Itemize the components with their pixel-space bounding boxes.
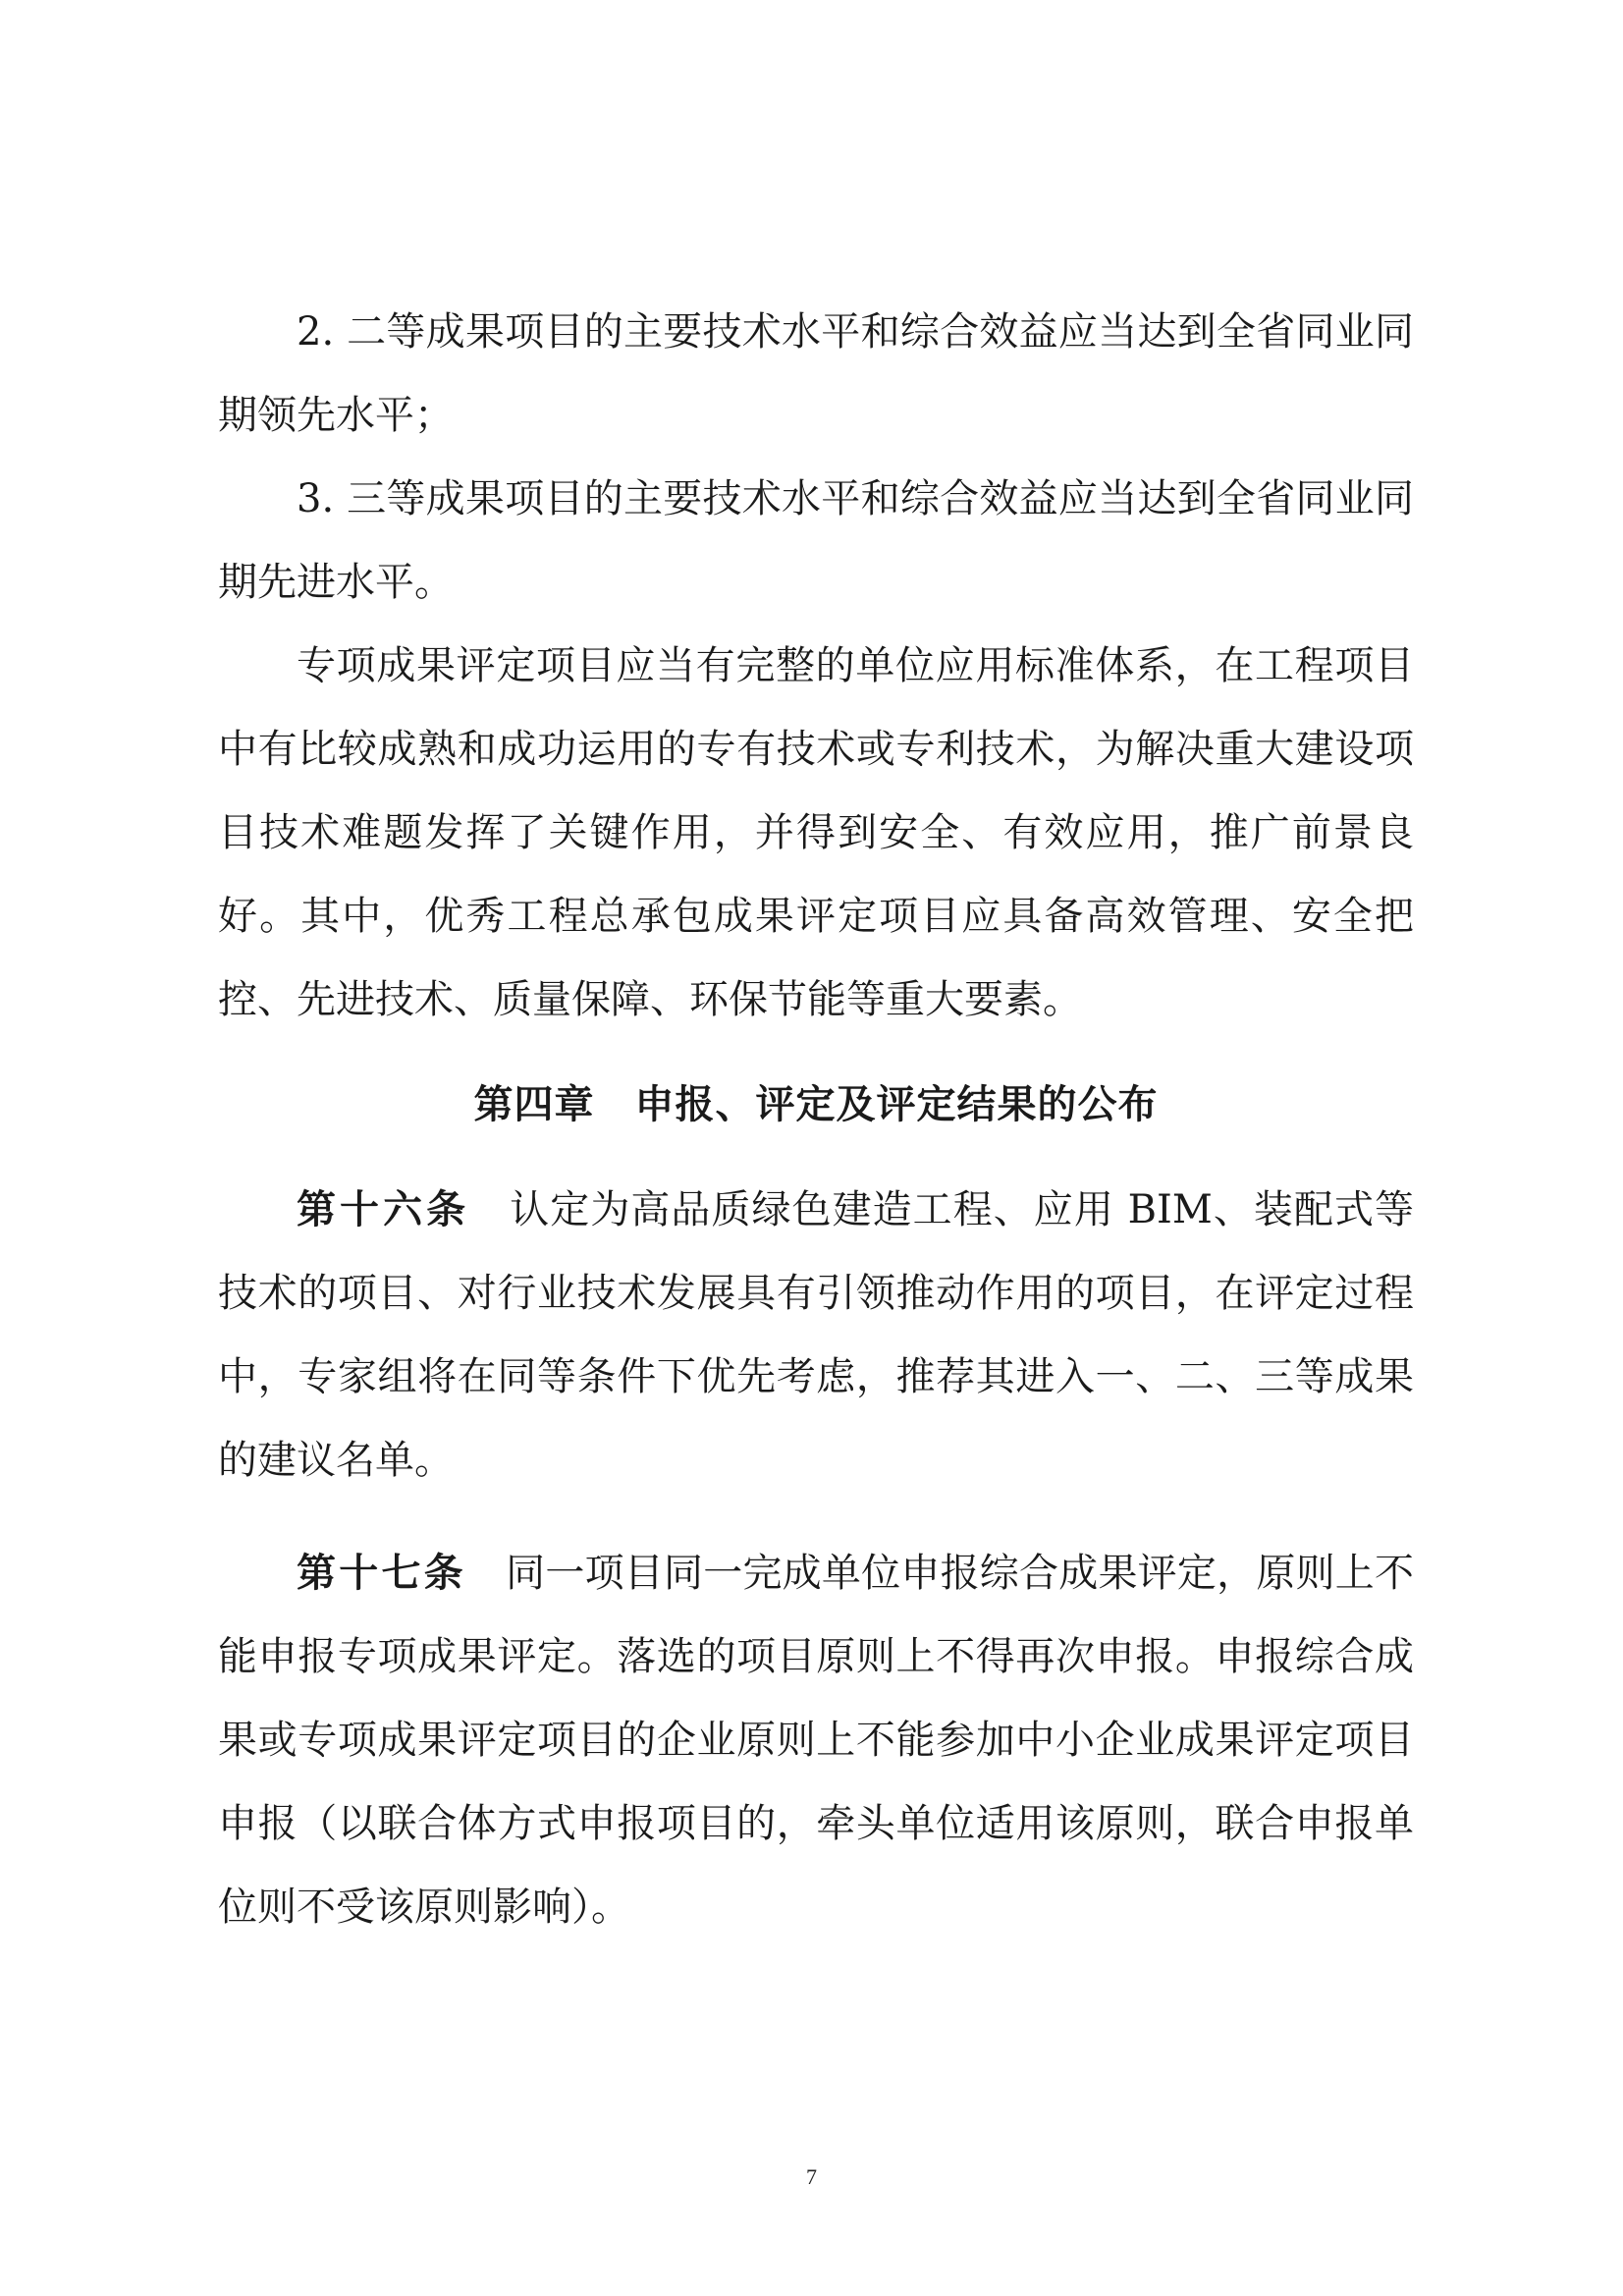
paragraph-special-assessment: 专项成果评定项目应当有完整的单位应用标准体系，在工程项目中有比较成熟和成功运用的专有技术或专利技术，为解决重大建设项目技术难题发挥了关键作用，并得到安全、有效应用，推广前景良好。其中，优秀工程总承包成果评定项目应具备高效管理、安全把控、先进技术、质量保障、环保节能等重大要素。	[218, 643, 1414, 1022]
article-16-label: 第十六条	[297, 1187, 470, 1232]
paragraph-item-3: 3. 三等成果项目的主要技术水平和综合效益应当达到全省同业同期先进水平。	[218, 476, 1414, 605]
article-17-label: 第十七条	[297, 1551, 466, 1596]
page-body	[218, 291, 1414, 1949]
article-16-text: 认定为高品质绿色建造工程、应用 BIM、装配式等技术的项目、对行业技术发展具有引领推动作用的项目，在评定过程中，专家组将在同等条件下优先考虑，推荐其进入一、二、三等成果的建议名单。	[218, 1187, 1415, 1483]
chapter-heading: 第四章 申报、评定及评定结果的公布	[473, 1082, 1159, 1127]
paragraph-item-2: 2. 二等成果项目的主要技术水平和综合效益应当达到全省同业同期领先水平；	[218, 309, 1414, 438]
article-17-text: 同一项目同一完成单位申报综合成果评定，原则上不能申报专项成果评定。落选的项目原则上不得再次申报。申报综合成果或专项成果评定项目的企业原则上不能参加中小企业成果评定项目申报（以联合体方式申报项目的，牵头单位适用该原则，联合申报单位则不受该原则影响）。	[218, 1551, 1415, 1930]
article-16	[218, 1169, 1414, 1503]
article-17	[218, 1532, 1414, 1949]
page-number: 7	[806, 2164, 817, 2189]
